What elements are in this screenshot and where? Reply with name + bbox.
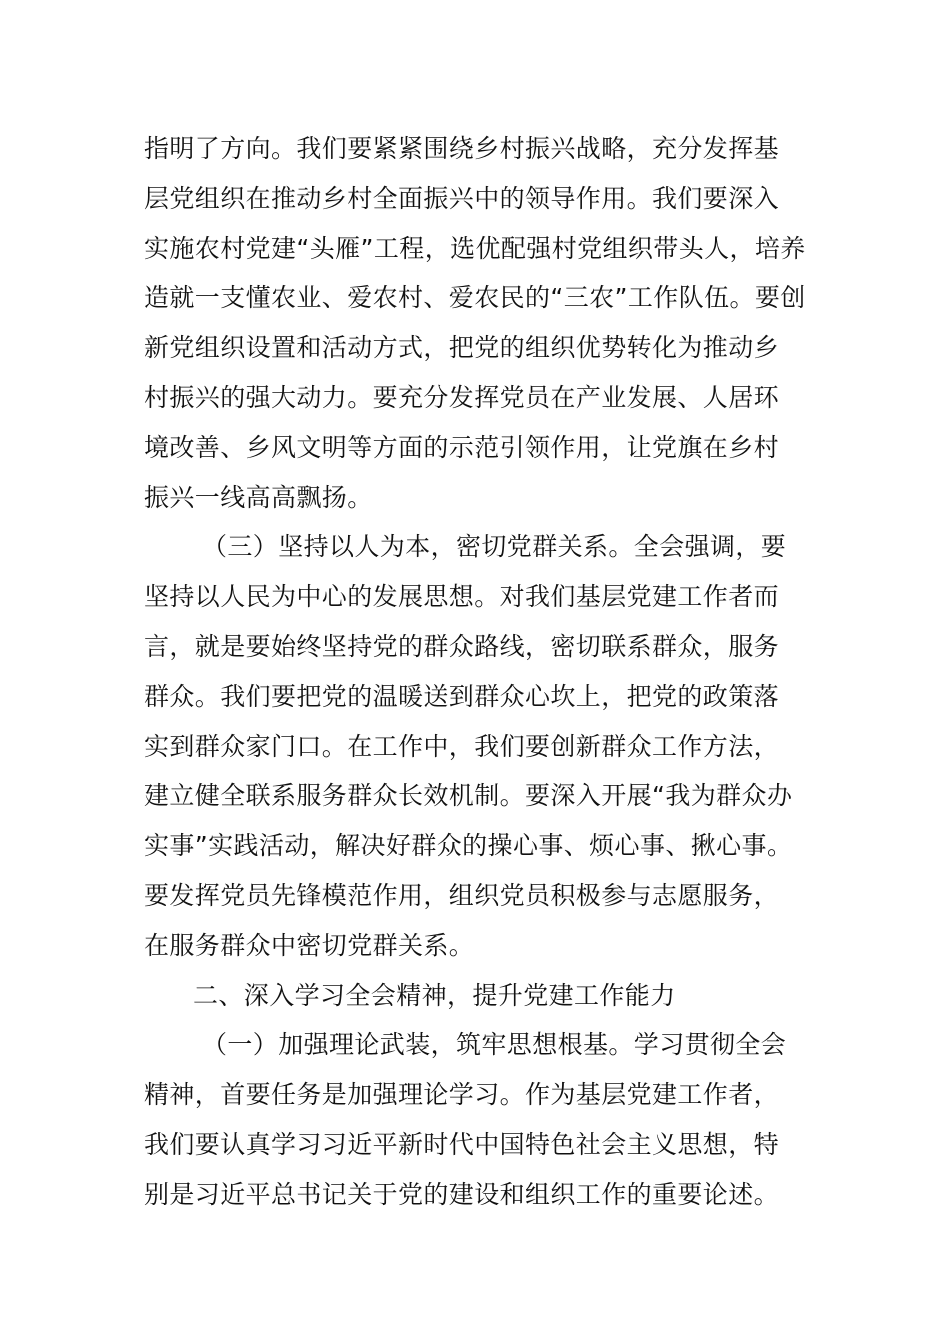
section-heading: 二、深入学习全会精神，提升党建工作能力: [193, 980, 676, 1010]
text-line: 实事”实践活动，解决好群众的操心事、烦心事、揪心事。: [144, 831, 793, 861]
text-line: 村振兴的强大动力。要充分发挥党员在产业发展、人居环: [144, 382, 780, 412]
text-line: 精神，首要任务是加强理论学习。作为基层党建工作者，: [144, 1080, 780, 1110]
text-line: 实施农村党建“头雁”工程，选优配强村党组织带头人，培养: [144, 233, 806, 263]
text-line: 振兴一线高高飘扬。: [144, 482, 373, 512]
text-line: 坚持以人民为中心的发展思想。对我们基层党建工作者而: [144, 582, 780, 612]
body-text: [144, 124, 809, 1220]
text-line: 新党组织设置和活动方式，把党的组织优势转化为推动乡: [144, 333, 780, 363]
text-line: 实到群众家门口。在工作中，我们要创新群众工作方法，: [144, 731, 780, 761]
text-line: 要发挥党员先锋模范作用，组织党员积极参与志愿服务，: [144, 880, 780, 910]
paragraph-start-line: （三）坚持以人为本，密切党群关系。全会强调，要: [202, 532, 787, 562]
text-line: 层党组织在推动乡村全面振兴中的领导作用。我们要深入: [144, 183, 780, 213]
text-line: 指明了方向。我们要紧紧围绕乡村振兴战略，充分发挥基: [144, 134, 780, 163]
paragraph-start-line: （一）加强理论武装，筑牢思想根基。学习贯彻全会: [202, 1030, 787, 1060]
text-line: 境改善、乡风文明等方面的示范引领作用，让党旗在乡村: [144, 432, 780, 462]
text-line: 建立健全联系服务群众长效机制。要深入开展“我为群众办: [144, 781, 793, 811]
text-line: 在服务群众中密切党群关系。: [144, 930, 475, 960]
text-line: 造就一支懂农业、爱农村、爱农民的“三农”工作队伍。要创: [144, 283, 806, 313]
text-line: 我们要认真学习习近平新时代中国特色社会主义思想，特: [144, 1129, 780, 1159]
text-line: 群众。我们要把党的温暖送到群众心坎上，把党的政策落: [144, 681, 780, 711]
text-line: 别是习近平总书记关于党的建设和组织工作的重要论述。: [144, 1179, 780, 1209]
text-line: 言，就是要始终坚持党的群众路线，密切联系群众，服务: [144, 631, 780, 661]
